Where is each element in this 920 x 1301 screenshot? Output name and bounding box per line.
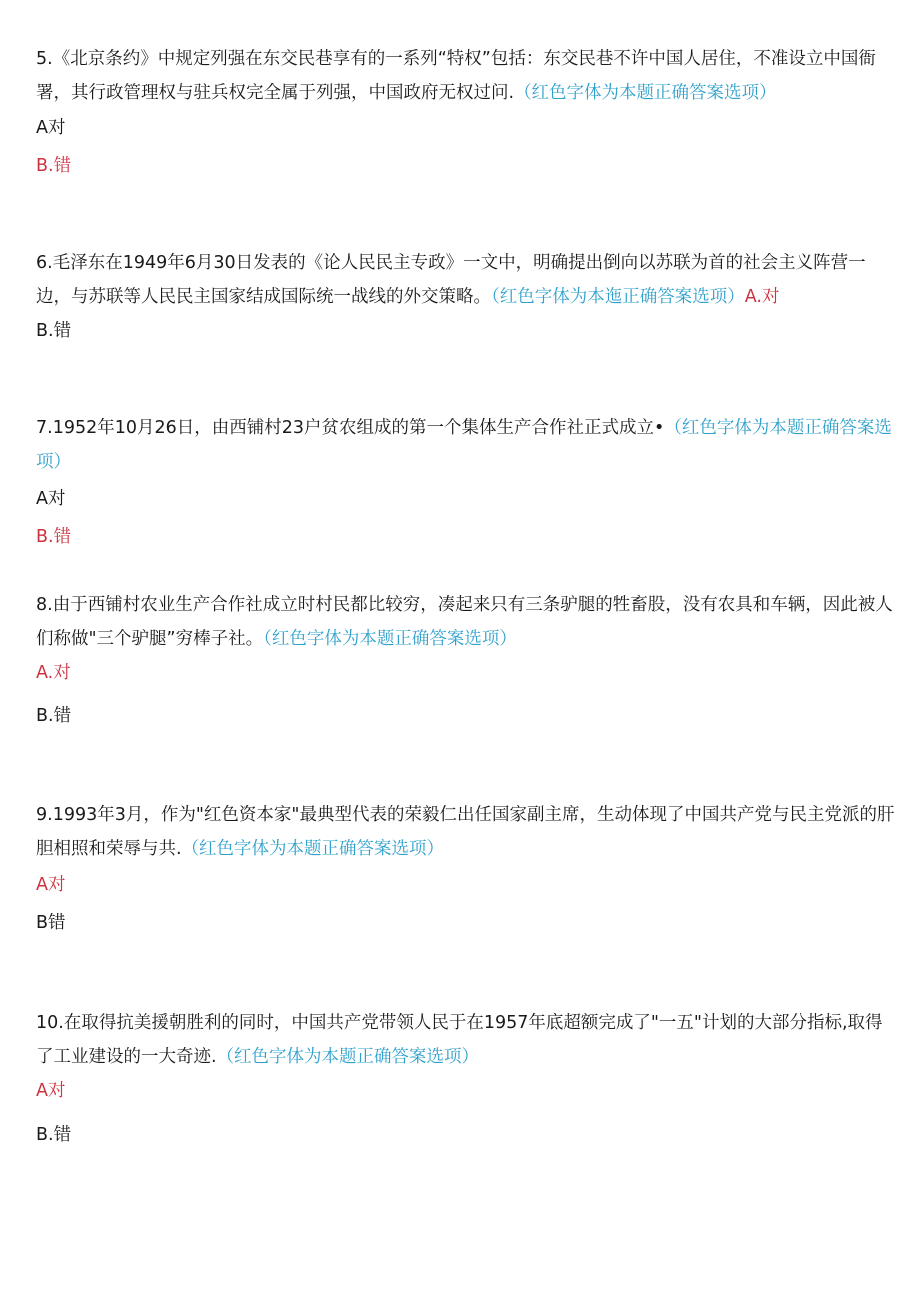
option-a: A对: [36, 118, 66, 138]
option-b: B.错: [36, 321, 72, 341]
answer-hint: （红色字体为本题正确答案选项）: [263, 629, 517, 649]
answer-hint: （红色字体为本题正确答案选项）: [36, 418, 892, 472]
question-7: [36, 411, 896, 479]
question-text: 6.毛泽东在1949年6月30日发表的《论人民民主专政》一文中，明确提出倒向以苏联为首的社会主义阵营一边，与苏联等人民民主国家结成国际统一战线的外交策略。: [36, 253, 866, 307]
option-b: B.错: [36, 706, 72, 726]
option-b: B.错: [36, 1125, 72, 1145]
option-a: A对: [36, 489, 66, 509]
question-text: 5.《北京条约》中规定列强在东交民巷享有的一系列“特权”包括：东交民巷不许中国人居住，不准设立中国衙署，其行政管理权与驻兵权完全属于列强，中国政府无权过问.: [36, 49, 876, 103]
option-a-correct: A对: [36, 1081, 66, 1101]
option-a-correct: A.对: [36, 663, 71, 683]
option-b-correct: B.错: [36, 156, 72, 176]
question-text: 10.在取得抗美援朝胜利的同时，中国共产党带领人民于在1957年底超额完成了"一五"计划的大部分指标,取得了工业建设的一大奇迹.: [36, 1013, 883, 1067]
option-b-correct: B.错: [36, 527, 72, 547]
question-10: [36, 1006, 896, 1074]
answer-hint: （红色字体为本题正确答案选项）: [514, 83, 777, 103]
answer-hint: （红色字体为本迤正确答案选项）: [491, 287, 745, 307]
question-text: 9.1993年3月，作为"红色资本家"最典型代表的荣毅仁出任国家副主席，生动体现了中国共产党与民主党派的肝胆相照和荣辱与共.: [36, 805, 895, 859]
question-text: 8.由于西铺村农业生产合作社成立时村民都比较穷，凑起来只有三条驴腿的牲畜股，没有农具和车辆，因此被人们称做"三个驴腿”穷棒子社。: [36, 595, 893, 649]
option-b: B错: [36, 913, 66, 933]
answer-hint: （红色字体为本题正确答案选项）: [216, 1047, 480, 1067]
option-a-correct: A对: [36, 875, 66, 895]
question-5: [36, 42, 896, 110]
inline-correct-answer: A.对: [744, 287, 780, 307]
question-9: [36, 798, 896, 866]
answer-hint: （红色字体为本题正确答案选项）: [181, 839, 445, 859]
question-6: [36, 246, 896, 314]
question-8: [36, 588, 896, 656]
question-text: 7.1952年10月26日，由西铺村23户贫农组成的第一个集体生产合作社正式成立•: [36, 418, 665, 438]
